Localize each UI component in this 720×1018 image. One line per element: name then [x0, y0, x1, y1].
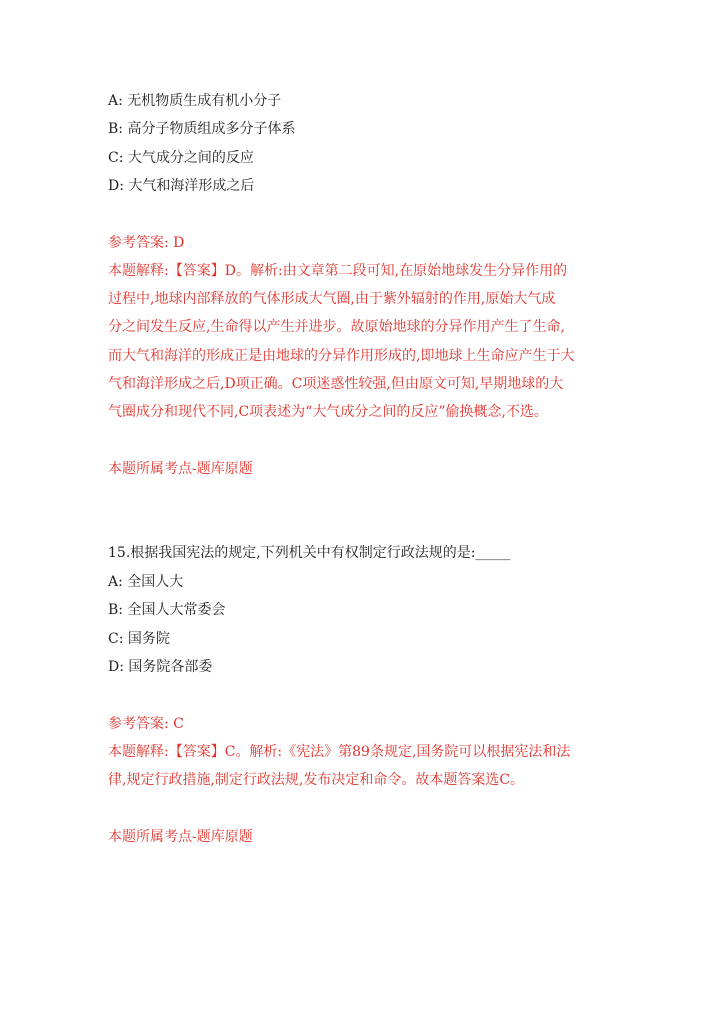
q14-explanation-line: 过程中,地球内部释放的气体形成大气圈,由于紫外辐射的作用,原始大气成	[108, 291, 556, 307]
q14-answer: 参考答案: D	[108, 235, 185, 251]
q15-question: 15.根据我国宪法的规定,下列机关中有权制定行政法规的是:_____	[108, 545, 511, 561]
q14-source: 本题所属考点-题库原题	[108, 461, 253, 477]
q14-option-c: C: 大气成分之间的反应	[108, 150, 254, 166]
q14-explanation-line: 分之间发生反应,生命得以产生并进步。故原始地球的分异作用产生了生命,	[108, 319, 565, 335]
q14-option-d: D: 大气和海洋形成之后	[108, 178, 255, 194]
q15-option-b: B: 全国人大常委会	[108, 602, 226, 618]
q15-option-a: A: 全国人大	[108, 574, 184, 590]
q14-option-a: A: 无机物质生成有机小分子	[108, 93, 282, 109]
q14-explanation-line: 气圈成分和现代不同,C项表述为“大气成分之间的反应”偷换概念,不选。	[108, 404, 548, 420]
q14-explanation-line: 气和海洋形成之后,D项正确。C项迷惑性较强,但由原文可知,早期地球的大	[108, 376, 564, 392]
q15-answer: 参考答案: C	[108, 716, 184, 732]
q15-explanation-line: 本题解释:【答案】C。解析:《宪法》第89条规定,国务院可以根据宪法和法	[108, 744, 571, 760]
q15-option-d: D: 国务院各部委	[108, 659, 213, 675]
q15-source: 本题所属考点-题库原题	[108, 829, 253, 845]
q14-explanation-line: 而大气和海洋的形成正是由地球的分异作用形成的,即地球上生命应产生于大	[108, 348, 575, 364]
q15-option-c: C: 国务院	[108, 631, 170, 647]
q15-explanation-line: 律,规定行政措施,制定行政法规,发布决定和命令。故本题答案选C。	[108, 772, 525, 788]
q14-explanation-line: 本题解释:【答案】D。解析:由文章第二段可知,在原始地球发生分异作用的	[108, 263, 568, 279]
q14-option-b: B: 高分子物质组成多分子体系	[108, 121, 296, 137]
